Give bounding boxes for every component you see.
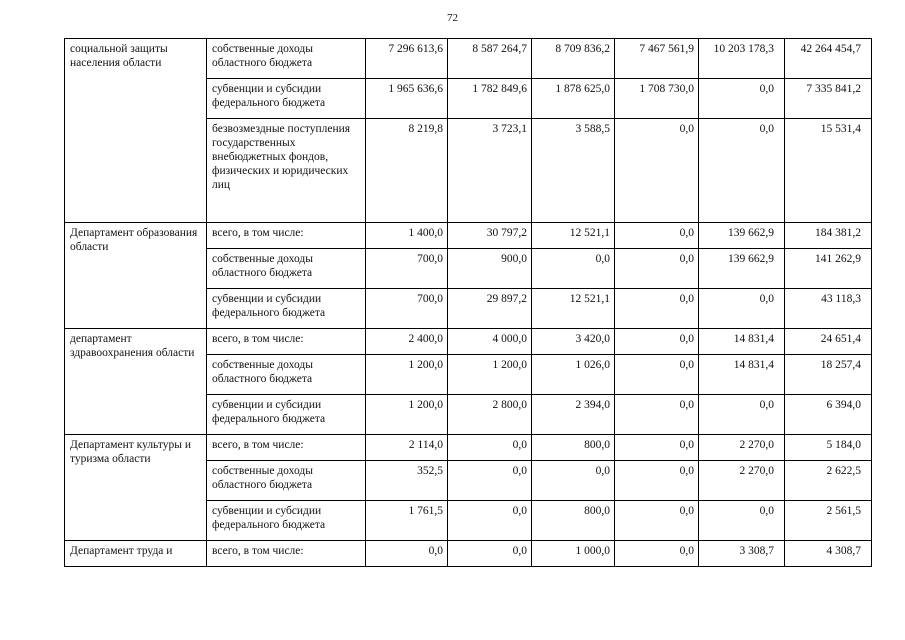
table-row (65, 39, 872, 79)
amount-cell: 0,0 (699, 79, 785, 119)
amount-cell: 352,5 (366, 461, 448, 501)
funding-source-cell: всего, в том числе: (207, 329, 366, 355)
amount-cell: 139 662,9 (699, 223, 785, 249)
funding-source-cell: всего, в том числе: (207, 223, 366, 249)
amount-cell: 0,0 (615, 119, 699, 223)
amount-cell: 0,0 (366, 541, 448, 567)
funding-source-cell: субвенции и субсидии федерального бюджета (207, 79, 366, 119)
amount-cell: 700,0 (366, 249, 448, 289)
amount-cell: 2 270,0 (699, 461, 785, 501)
amount-cell: 7 296 613,6 (366, 39, 448, 79)
table-row (65, 435, 872, 461)
funding-source-cell: собственные доходы областного бюджета (207, 461, 366, 501)
funding-source-cell: собственные доходы областного бюджета (207, 249, 366, 289)
amount-cell: 1 200,0 (366, 395, 448, 435)
amount-cell: 700,0 (366, 289, 448, 329)
funding-source-cell: собственные доходы областного бюджета (207, 39, 366, 79)
amount-cell: 3 723,1 (448, 119, 532, 223)
amount-cell: 1 026,0 (532, 355, 615, 395)
amount-cell: 3 308,7 (699, 541, 785, 567)
total-value-cell: 141 262,9 (785, 249, 872, 289)
amount-cell: 0,0 (532, 461, 615, 501)
amount-cell: 1 761,5 (366, 501, 448, 541)
amount-cell: 29 897,2 (448, 289, 532, 329)
funding-source-cell: безвозмездные поступления государственных внебюджетных фондов, физических и юридических лиц (207, 119, 366, 223)
amount-cell: 1 782 849,6 (448, 79, 532, 119)
amount-cell: 0,0 (615, 289, 699, 329)
organization-cell: социальной защиты населения области (65, 39, 207, 223)
total-value-cell: 18 257,4 (785, 355, 872, 395)
funding-source-cell: субвенции и субсидии федерального бюджета (207, 289, 366, 329)
funding-source-cell: субвенции и субсидии федерального бюджета (207, 395, 366, 435)
amount-cell: 139 662,9 (699, 249, 785, 289)
table-row (65, 541, 872, 567)
amount-cell: 8 709 836,2 (532, 39, 615, 79)
amount-cell: 0,0 (615, 249, 699, 289)
amount-cell: 0,0 (615, 501, 699, 541)
amount-cell: 12 521,1 (532, 223, 615, 249)
total-value-cell: 15 531,4 (785, 119, 872, 223)
amount-cell: 14 831,4 (699, 355, 785, 395)
budget-table (64, 38, 872, 567)
amount-cell: 3 420,0 (532, 329, 615, 355)
table-row (65, 223, 872, 249)
funding-source-cell: всего, в том числе: (207, 541, 366, 567)
amount-cell: 8 219,8 (366, 119, 448, 223)
amount-cell: 0,0 (615, 435, 699, 461)
amount-cell: 0,0 (448, 501, 532, 541)
total-value-cell: 4 308,7 (785, 541, 872, 567)
amount-cell: 2 270,0 (699, 435, 785, 461)
amount-cell: 0,0 (615, 541, 699, 567)
amount-cell: 30 797,2 (448, 223, 532, 249)
total-value-cell: 24 651,4 (785, 329, 872, 355)
amount-cell: 0,0 (699, 119, 785, 223)
amount-cell: 0,0 (615, 355, 699, 395)
amount-cell: 0,0 (532, 249, 615, 289)
total-value-cell: 2 561,5 (785, 501, 872, 541)
amount-cell: 0,0 (448, 435, 532, 461)
organization-cell: Департамент культуры и туризма области (65, 435, 207, 541)
amount-cell: 2 800,0 (448, 395, 532, 435)
amount-cell: 1 400,0 (366, 223, 448, 249)
amount-cell: 0,0 (448, 461, 532, 501)
total-value-cell: 6 394,0 (785, 395, 872, 435)
amount-cell: 10 203 178,3 (699, 39, 785, 79)
amount-cell: 1 878 625,0 (532, 79, 615, 119)
amount-cell: 800,0 (532, 501, 615, 541)
funding-source-cell: всего, в том числе: (207, 435, 366, 461)
organization-cell: Департамент образования области (65, 223, 207, 329)
amount-cell: 12 521,1 (532, 289, 615, 329)
total-value-cell: 43 118,3 (785, 289, 872, 329)
budget-table-body (65, 39, 872, 567)
funding-source-cell: собственные доходы областного бюджета (207, 355, 366, 395)
page-number: 72 (447, 12, 458, 24)
total-value-cell: 5 184,0 (785, 435, 872, 461)
amount-cell: 0,0 (699, 501, 785, 541)
total-value-cell: 7 335 841,2 (785, 79, 872, 119)
amount-cell: 3 588,5 (532, 119, 615, 223)
total-value-cell: 2 622,5 (785, 461, 872, 501)
organization-cell: Департамент труда и (65, 541, 207, 567)
amount-cell: 2 400,0 (366, 329, 448, 355)
amount-cell: 1 000,0 (532, 541, 615, 567)
amount-cell: 2 394,0 (532, 395, 615, 435)
amount-cell: 0,0 (615, 461, 699, 501)
amount-cell: 14 831,4 (699, 329, 785, 355)
amount-cell: 1 200,0 (448, 355, 532, 395)
amount-cell: 0,0 (615, 223, 699, 249)
amount-cell: 1 708 730,0 (615, 79, 699, 119)
amount-cell: 0,0 (615, 395, 699, 435)
total-value-cell: 42 264 454,7 (785, 39, 872, 79)
amount-cell: 0,0 (699, 395, 785, 435)
amount-cell: 2 114,0 (366, 435, 448, 461)
amount-cell: 7 467 561,9 (615, 39, 699, 79)
table-row (65, 329, 872, 355)
amount-cell: 8 587 264,7 (448, 39, 532, 79)
amount-cell: 1 965 636,6 (366, 79, 448, 119)
organization-cell: департамент здравоохранения области (65, 329, 207, 435)
amount-cell: 0,0 (448, 541, 532, 567)
amount-cell: 4 000,0 (448, 329, 532, 355)
total-value-cell: 184 381,2 (785, 223, 872, 249)
amount-cell: 800,0 (532, 435, 615, 461)
amount-cell: 0,0 (615, 329, 699, 355)
amount-cell: 0,0 (699, 289, 785, 329)
funding-source-cell: субвенции и субсидии федерального бюджета (207, 501, 366, 541)
amount-cell: 900,0 (448, 249, 532, 289)
amount-cell: 1 200,0 (366, 355, 448, 395)
